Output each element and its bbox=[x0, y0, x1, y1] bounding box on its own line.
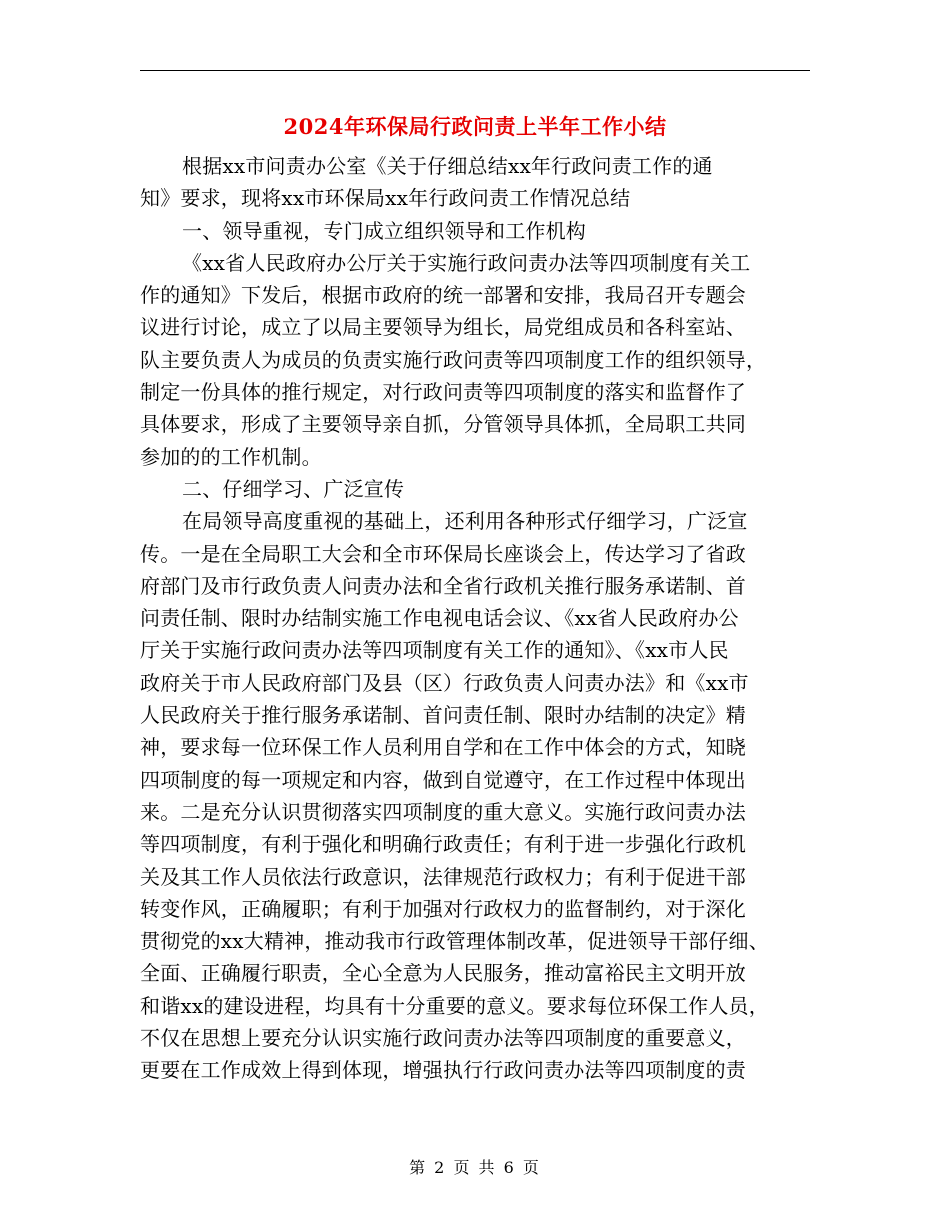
body-line: 贯彻党的xx大精神，推动我市行政管理体制改革，促进领导干部仔细、 bbox=[140, 929, 769, 954]
section-heading: 二、仔细学习、广泛宣传 bbox=[182, 476, 405, 501]
body-line: 人民政府关于推行服务承诺制、首问责任制、限时办结制的决定》精 bbox=[140, 703, 746, 728]
section-heading: 一、领导重视，专门成立组织领导和工作机构 bbox=[182, 218, 586, 243]
body-line: 根据xx市问责办公室《关于仔细总结xx年行政问责工作的通 bbox=[182, 154, 713, 178]
header-rule bbox=[140, 70, 810, 71]
body-line: 等四项制度，有利于强化和明确行政责任；有利于进一步强化行政机 bbox=[140, 832, 746, 857]
body-line: 参加的的工作机制。 bbox=[140, 444, 322, 469]
page-number: 第 2 页 共 6 页 bbox=[409, 1158, 541, 1177]
body-line: 府部门及市行政负责人问责办法和全省行政机关推行服务承诺制、首 bbox=[140, 573, 746, 598]
body-line: 全面、正确履行职责，全心全意为人民服务，推动富裕民主文明开放 bbox=[140, 961, 746, 986]
body-line: 不仅在思想上要充分认识实施行政问责办法等四项制度的重要意义， bbox=[140, 1026, 746, 1051]
body-line: 来。二是充分认识贯彻落实四项制度的重大意义。实施行政问责办法 bbox=[140, 799, 746, 824]
body-line: 具体要求，形成了主要领导亲自抓，分管领导具体抓，全局职工共同 bbox=[140, 412, 746, 437]
body-line: 队主要负责人为成员的负责实施行政问责等四项制度工作的组织领导， bbox=[140, 347, 767, 372]
body-line: 政府关于市人民政府部门及县（区）行政负责人问责办法》和《xx市 bbox=[140, 670, 749, 695]
body-line: 四项制度的每一项规定和内容，做到自觉遵守，在工作过程中体现出 bbox=[140, 767, 746, 792]
body-line: 议进行讨论，成立了以局主要领导为组长，局党组成员和各科室站、 bbox=[140, 315, 746, 340]
document-body bbox=[140, 150, 810, 1087]
body-line: 在局领导高度重视的基础上，还利用各种形式仔细学习，广泛宣 bbox=[182, 509, 748, 534]
body-line: 神，要求每一位环保工作人员利用自学和在工作中体会的方式，知晓 bbox=[140, 735, 746, 760]
body-line: 问责任制、限时办结制实施工作电视电话会议、《xx省人民政府办公 bbox=[140, 606, 739, 631]
body-line: 作的通知》下发后，根据市政府的统一部署和安排，我局召开专题会 bbox=[140, 283, 746, 308]
body-line: 和谐xx的建设进程，均具有十分重要的意义。要求每位环保工作人员， bbox=[140, 993, 769, 1018]
body-line: 《xx省人民政府办公厅关于实施行政问责办法等四项制度有关工 bbox=[182, 250, 751, 275]
body-line: 关及其工作人员依法行政意识，法律规范行政权力；有利于促进干部 bbox=[140, 864, 746, 889]
body-line: 厅关于实施行政问责办法等四项制度有关工作的通知》、《xx市人民 bbox=[140, 638, 729, 663]
body-line: 传。一是在全局职工大会和全市环保局长座谈会上，传达学习了省政 bbox=[140, 541, 746, 566]
document-title: 2024年环保局行政问责上半年工作小结 bbox=[283, 114, 667, 139]
body-line: 更要在工作成效上得到体现，增强执行行政问责办法等四项制度的责 bbox=[140, 1058, 746, 1083]
body-line: 知》要求，现将xx市环保局xx年行政问责工作情况总结 bbox=[140, 186, 631, 211]
body-line: 转变作风，正确履职；有利于加强对行政权力的监督制约，对于深化 bbox=[140, 896, 746, 921]
body-line: 制定一份具体的推行规定，对行政问责等四项制度的落实和监督作了 bbox=[140, 380, 746, 405]
